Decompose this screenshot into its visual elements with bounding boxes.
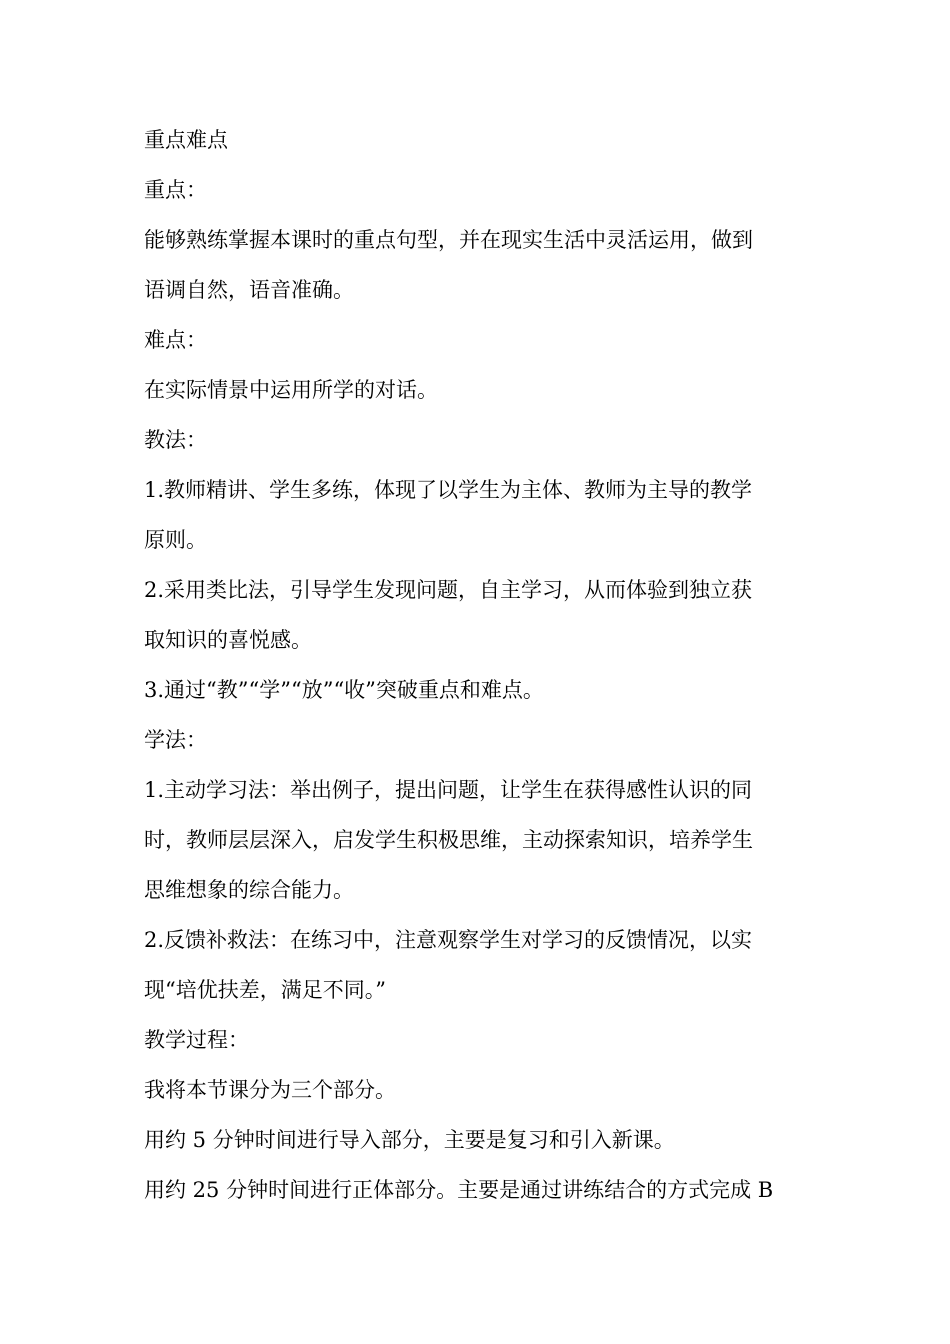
list-item-line: 1.主动学习法：举出例子，提出问题，让学生在获得感性认识的同 xyxy=(144,778,753,802)
section-heading-key-difficult-points: 重点难点 xyxy=(144,128,228,152)
paragraph-line: 能够熟练掌握本课时的重点句型，并在现实生活中灵活运用，做到 xyxy=(144,228,753,252)
list-item-line: 1.教师精讲、学生多练，体现了以学生为主体、教师为主导的教学 xyxy=(144,478,753,502)
list-item-line: 原则。 xyxy=(144,528,207,552)
list-item-line: 现“培优扶差，满足不同。” xyxy=(144,978,386,1002)
paragraph-line: 在实际情景中运用所学的对话。 xyxy=(144,378,438,402)
paragraph-line: 用约 5 分钟时间进行导入部分，主要是复习和引入新课。 xyxy=(144,1128,675,1152)
list-item-line: 取知识的喜悦感。 xyxy=(144,628,312,652)
list-item-line: 3.通过“教”“学”“放”“收”突破重点和难点。 xyxy=(144,678,544,702)
paragraph-line: 我将本节课分为三个部分。 xyxy=(144,1078,396,1102)
paragraph-line: 语调自然，语音准确。 xyxy=(144,278,354,302)
subheading-learning-methods: 学法： xyxy=(144,728,207,752)
paragraph-line: 用约 25 分钟时间进行正体部分。主要是通过讲练结合的方式完成 B xyxy=(144,1178,774,1202)
subheading-difficult-points: 难点： xyxy=(144,328,207,352)
list-item-line: 2.采用类比法，引导学生发现问题，自主学习，从而体验到独立获 xyxy=(144,578,753,602)
subheading-teaching-process: 教学过程： xyxy=(144,1028,249,1052)
list-item-line: 思维想象的综合能力。 xyxy=(144,878,354,902)
subheading-teaching-methods: 教法： xyxy=(144,428,207,452)
list-item-line: 时，教师层层深入，启发学生积极思维，主动探索知识，培养学生 xyxy=(144,828,753,852)
list-item-line: 2.反馈补救法：在练习中，注意观察学生对学习的反馈情况，以实 xyxy=(144,928,753,952)
subheading-key-points: 重点： xyxy=(144,178,207,202)
